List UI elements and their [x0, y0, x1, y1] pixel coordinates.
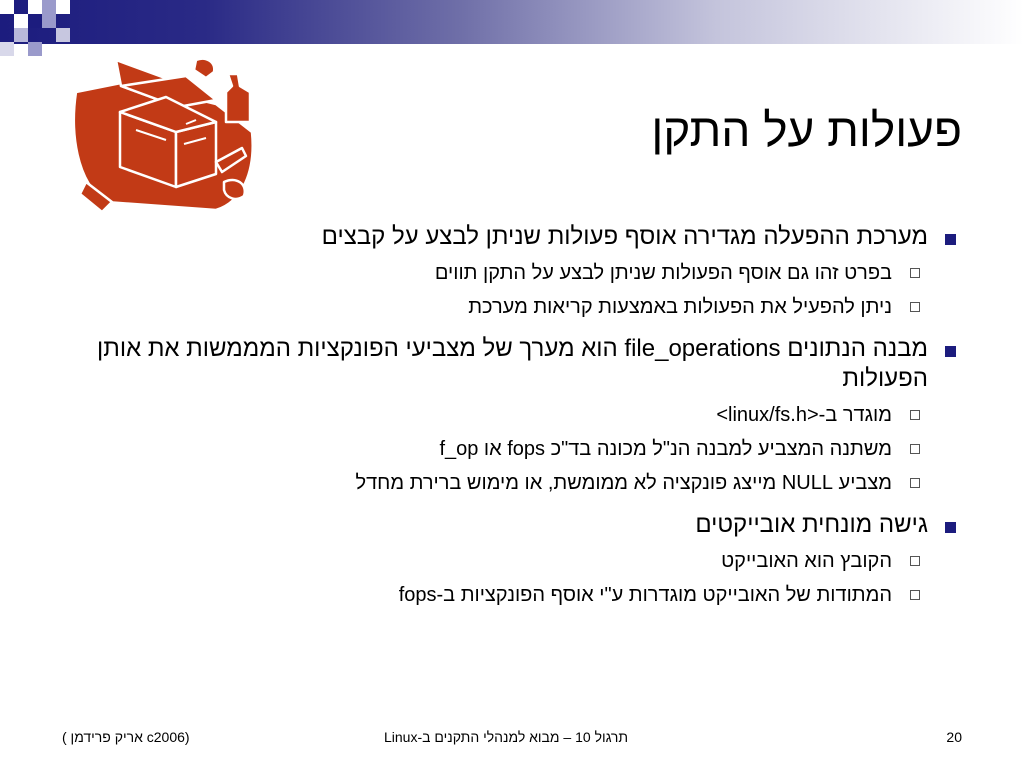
- sub-bullet-item: [66, 548, 926, 574]
- sub-bullet-text: הקובץ הוא האובייקט: [721, 550, 892, 572]
- footer-course-title: תרגול 10 – מבוא למנהלי התקנים ב-Linux: [384, 729, 629, 745]
- sub-bullet-text: מצביע NULL מייצג פונקציה לא ממומשת, או מימוש ברירת מחדל: [355, 472, 892, 494]
- square-bullet-icon: [945, 346, 956, 357]
- square-bullet-icon: [945, 234, 956, 245]
- header-decoration: [0, 0, 1024, 58]
- hollow-square-bullet-icon: [910, 268, 920, 278]
- sub-bullet-text: המתודות של האובייקט מוגדרות ע"י אוסף הפונקציות ב-fops: [398, 584, 892, 606]
- square-bullet-icon: [945, 522, 956, 533]
- bullet-list: [66, 222, 962, 622]
- sub-bullet-item: [66, 470, 926, 496]
- hollow-square-bullet-icon: [910, 410, 920, 420]
- bullet-item: [66, 222, 962, 252]
- bullet-text: מערכת ההפעלה מגדירה אוסף פעולות שניתן לבצע על קבצים: [321, 223, 928, 250]
- footer-copyright: (c2006 אריק פרידמן ): [62, 729, 190, 745]
- toolbox-clipart-icon: [66, 52, 258, 218]
- sub-bullet-item: [66, 436, 926, 462]
- sub-bullet-text: משתנה המצביע למבנה הנ"ל מכונה בד"כ fops או f_op: [439, 438, 892, 460]
- hollow-square-bullet-icon: [910, 302, 920, 312]
- decor-square: [0, 42, 14, 56]
- hollow-square-bullet-icon: [910, 444, 920, 454]
- sub-bullet-item: [66, 582, 926, 608]
- sub-bullet-text: ניתן להפעיל את הפעולות באמצעות קריאות מערכת: [468, 296, 892, 318]
- bullet-text: מבנה הנתונים file_operations הוא מערך של מצביעי הפונקציות המממשות את אותן הפעולות: [97, 335, 928, 392]
- bullet-item: [66, 334, 962, 394]
- sub-bullet-text: בפרט זהו גם אוסף הפעולות שניתן לבצע על התקן תווים: [434, 262, 892, 284]
- footer-page-number: 20: [946, 729, 962, 745]
- bullet-group: [66, 510, 962, 608]
- sub-bullet-item: [66, 294, 926, 320]
- slide-title: פעולות על התקן: [651, 104, 962, 156]
- decor-square: [28, 42, 42, 56]
- hollow-square-bullet-icon: [910, 590, 920, 600]
- sub-bullet-item: [66, 260, 926, 286]
- hollow-square-bullet-icon: [910, 478, 920, 488]
- hollow-square-bullet-icon: [910, 556, 920, 566]
- bullet-item: [66, 510, 962, 540]
- sub-bullet-item: [66, 402, 926, 428]
- decor-square: [14, 28, 28, 42]
- decor-square: [56, 28, 70, 42]
- sub-bullet-text: מוגדר ב-<linux/fs.h>: [716, 404, 892, 426]
- bullet-group: [66, 334, 962, 496]
- bullet-text: גישה מונחית אובייקטים: [695, 511, 928, 538]
- bullet-group: [66, 222, 962, 320]
